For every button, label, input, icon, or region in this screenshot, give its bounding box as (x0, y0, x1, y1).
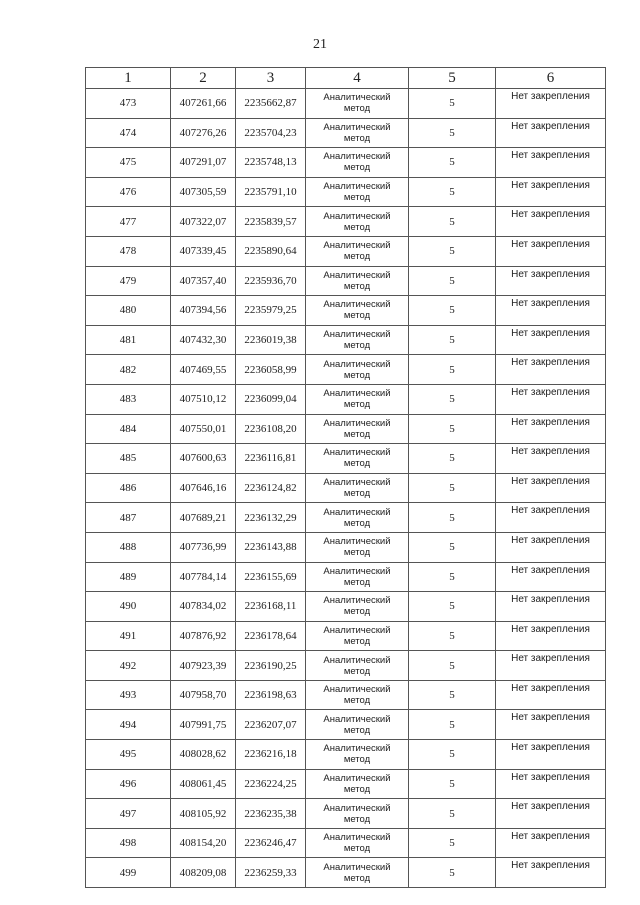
y-coordinate-cell: 2235704,23 (236, 118, 306, 148)
method-line-1: Аналитический (323, 802, 391, 814)
x-coordinate-cell: 407276,26 (171, 118, 236, 148)
method-cell (306, 355, 409, 385)
accuracy-cell: 5 (409, 828, 496, 858)
point-number-cell: 495 (86, 740, 171, 770)
method-line-2: метод (343, 754, 371, 766)
point-number-cell: 485 (86, 444, 171, 474)
x-coordinate-cell: 408061,45 (171, 769, 236, 799)
method-cell (306, 562, 409, 592)
method-line-1: Аналитический (323, 654, 391, 666)
coordinates-table (85, 67, 606, 888)
table-row (86, 532, 606, 562)
page-number: 21 (313, 37, 327, 52)
fixation-cell: Нет закрепления (496, 680, 606, 710)
fixation-cell: Нет закрепления (496, 266, 606, 296)
method-line-1: Аналитический (323, 713, 391, 725)
accuracy-cell: 5 (409, 503, 496, 533)
fixation-cell: Нет закрепления (496, 828, 606, 858)
method-cell (306, 444, 409, 474)
method-cell (306, 651, 409, 681)
point-number-cell: 483 (86, 384, 171, 414)
table-row (86, 651, 606, 681)
point-number-cell: 484 (86, 414, 171, 444)
fixation-cell: Нет закрепления (496, 769, 606, 799)
table-row (86, 680, 606, 710)
method-line-2: метод (343, 783, 371, 795)
point-number-cell: 486 (86, 473, 171, 503)
table-row (86, 740, 606, 770)
fixation-cell: Нет закрепления (496, 148, 606, 178)
fixation-cell: Нет закрепления (496, 118, 606, 148)
method-line-1: Аналитический (323, 210, 391, 222)
method-line-1: Аналитический (323, 861, 391, 873)
accuracy-cell: 5 (409, 799, 496, 829)
point-number-cell: 493 (86, 680, 171, 710)
fixation-cell: Нет закрепления (496, 799, 606, 829)
accuracy-cell: 5 (409, 444, 496, 474)
x-coordinate-cell: 407432,30 (171, 325, 236, 355)
y-coordinate-cell: 2236099,04 (236, 384, 306, 414)
method-line-1: Аналитический (323, 684, 391, 696)
method-line-1: Аналитический (323, 595, 391, 607)
table-row (86, 858, 606, 888)
method-line-1: Аналитический (323, 772, 391, 784)
y-coordinate-cell: 2236108,20 (236, 414, 306, 444)
accuracy-cell: 5 (409, 769, 496, 799)
method-line-2: метод (343, 399, 371, 411)
method-cell (306, 384, 409, 414)
method-line-1: Аналитический (323, 506, 391, 518)
method-line-2: метод (343, 162, 371, 174)
accuracy-cell: 5 (409, 651, 496, 681)
fixation-cell: Нет закрепления (496, 710, 606, 740)
point-number-cell: 492 (86, 651, 171, 681)
accuracy-cell: 5 (409, 532, 496, 562)
point-number-cell: 481 (86, 325, 171, 355)
accuracy-cell: 5 (409, 355, 496, 385)
point-number-cell: 499 (86, 858, 171, 888)
method-line-2: метод (343, 517, 371, 529)
method-line-2: метод (343, 843, 371, 855)
fixation-cell: Нет закрепления (496, 236, 606, 266)
accuracy-cell: 5 (409, 858, 496, 888)
table-row (86, 384, 606, 414)
accuracy-cell: 5 (409, 207, 496, 237)
table-row (86, 236, 606, 266)
method-line-2: метод (343, 813, 371, 825)
table-body (86, 89, 606, 888)
method-line-1: Аналитический (323, 181, 391, 193)
table-row (86, 296, 606, 326)
x-coordinate-cell: 407876,92 (171, 621, 236, 651)
y-coordinate-cell: 2236259,33 (236, 858, 306, 888)
x-coordinate-cell: 407510,12 (171, 384, 236, 414)
accuracy-cell: 5 (409, 621, 496, 651)
point-number-cell: 477 (86, 207, 171, 237)
method-line-2: метод (343, 606, 371, 618)
method-line-2: метод (343, 340, 371, 352)
fixation-cell: Нет закрепления (496, 562, 606, 592)
table-row (86, 473, 606, 503)
point-number-cell: 480 (86, 296, 171, 326)
table-row (86, 89, 606, 119)
table-header-row (86, 68, 606, 89)
point-number-cell: 473 (86, 89, 171, 119)
method-line-2: метод (343, 458, 371, 470)
method-line-1: Аналитический (323, 329, 391, 341)
y-coordinate-cell: 2236155,69 (236, 562, 306, 592)
method-cell (306, 414, 409, 444)
accuracy-cell: 5 (409, 710, 496, 740)
fixation-cell: Нет закрепления (496, 384, 606, 414)
method-line-2: метод (343, 192, 371, 204)
table-row (86, 444, 606, 474)
fixation-cell: Нет закрепления (496, 592, 606, 622)
point-number-cell: 498 (86, 828, 171, 858)
method-line-2: метод (343, 724, 371, 736)
method-cell (306, 503, 409, 533)
method-line-1: Аналитический (323, 832, 391, 844)
x-coordinate-cell: 408154,20 (171, 828, 236, 858)
y-coordinate-cell: 2236216,18 (236, 740, 306, 770)
y-coordinate-cell: 2236058,99 (236, 355, 306, 385)
method-line-1: Аналитический (323, 624, 391, 636)
method-cell (306, 296, 409, 326)
x-coordinate-cell: 407784,14 (171, 562, 236, 592)
table-row (86, 503, 606, 533)
fixation-cell: Нет закрепления (496, 355, 606, 385)
y-coordinate-cell: 2236168,11 (236, 592, 306, 622)
method-line-1: Аналитический (323, 743, 391, 755)
point-number-cell: 496 (86, 769, 171, 799)
table-row (86, 266, 606, 296)
method-line-1: Аналитический (323, 417, 391, 429)
column-header-6: 6 (496, 68, 606, 89)
method-line-2: метод (343, 428, 371, 440)
method-cell (306, 769, 409, 799)
y-coordinate-cell: 2236207,07 (236, 710, 306, 740)
table-row (86, 414, 606, 444)
method-line-1: Аналитический (323, 269, 391, 281)
column-header-1: 1 (86, 68, 171, 89)
x-coordinate-cell: 407394,56 (171, 296, 236, 326)
point-number-cell: 490 (86, 592, 171, 622)
method-cell (306, 89, 409, 119)
x-coordinate-cell: 407305,59 (171, 177, 236, 207)
fixation-cell: Нет закрепления (496, 740, 606, 770)
fixation-cell: Нет закрепления (496, 296, 606, 326)
y-coordinate-cell: 2236198,63 (236, 680, 306, 710)
y-coordinate-cell: 2235936,70 (236, 266, 306, 296)
column-header-3: 3 (236, 68, 306, 89)
table-row (86, 799, 606, 829)
accuracy-cell: 5 (409, 89, 496, 119)
point-number-cell: 497 (86, 799, 171, 829)
x-coordinate-cell: 407923,39 (171, 651, 236, 681)
x-coordinate-cell: 407600,63 (171, 444, 236, 474)
point-number-cell: 476 (86, 177, 171, 207)
accuracy-cell: 5 (409, 177, 496, 207)
method-cell (306, 118, 409, 148)
method-cell (306, 828, 409, 858)
method-line-2: метод (343, 369, 371, 381)
table-row (86, 828, 606, 858)
fixation-cell: Нет закрепления (496, 651, 606, 681)
y-coordinate-cell: 2236019,38 (236, 325, 306, 355)
fixation-cell: Нет закрепления (496, 177, 606, 207)
method-line-1: Аналитический (323, 388, 391, 400)
method-cell (306, 680, 409, 710)
method-cell (306, 858, 409, 888)
fixation-cell: Нет закрепления (496, 325, 606, 355)
method-line-2: метод (343, 103, 371, 115)
fixation-cell: Нет закрепления (496, 444, 606, 474)
column-header-4: 4 (306, 68, 409, 89)
y-coordinate-cell: 2236190,25 (236, 651, 306, 681)
x-coordinate-cell: 407550,01 (171, 414, 236, 444)
x-coordinate-cell: 407261,66 (171, 89, 236, 119)
method-line-2: метод (343, 695, 371, 707)
method-line-2: метод (343, 251, 371, 263)
point-number-cell: 491 (86, 621, 171, 651)
x-coordinate-cell: 407469,55 (171, 355, 236, 385)
table-row (86, 355, 606, 385)
method-line-1: Аналитический (323, 447, 391, 459)
accuracy-cell: 5 (409, 118, 496, 148)
method-line-2: метод (343, 310, 371, 322)
point-number-cell: 475 (86, 148, 171, 178)
y-coordinate-cell: 2236124,82 (236, 473, 306, 503)
point-number-cell: 488 (86, 532, 171, 562)
y-coordinate-cell: 2235748,13 (236, 148, 306, 178)
method-line-1: Аналитический (323, 536, 391, 548)
y-coordinate-cell: 2236116,81 (236, 444, 306, 474)
accuracy-cell: 5 (409, 148, 496, 178)
fixation-cell: Нет закрепления (496, 532, 606, 562)
accuracy-cell: 5 (409, 325, 496, 355)
fixation-cell: Нет закрепления (496, 473, 606, 503)
method-line-2: метод (343, 221, 371, 233)
method-line-2: метод (343, 635, 371, 647)
method-line-1: Аналитический (323, 477, 391, 489)
method-line-1: Аналитический (323, 151, 391, 163)
y-coordinate-cell: 2235662,87 (236, 89, 306, 119)
accuracy-cell: 5 (409, 236, 496, 266)
x-coordinate-cell: 407339,45 (171, 236, 236, 266)
x-coordinate-cell: 408028,62 (171, 740, 236, 770)
method-line-2: метод (343, 665, 371, 677)
method-line-1: Аналитический (323, 121, 391, 133)
x-coordinate-cell: 407322,07 (171, 207, 236, 237)
point-number-cell: 487 (86, 503, 171, 533)
y-coordinate-cell: 2236224,25 (236, 769, 306, 799)
point-number-cell: 494 (86, 710, 171, 740)
method-cell (306, 621, 409, 651)
method-cell (306, 148, 409, 178)
y-coordinate-cell: 2236246,47 (236, 828, 306, 858)
method-line-1: Аналитический (323, 358, 391, 370)
x-coordinate-cell: 407357,40 (171, 266, 236, 296)
accuracy-cell: 5 (409, 680, 496, 710)
accuracy-cell: 5 (409, 562, 496, 592)
fixation-cell: Нет закрепления (496, 207, 606, 237)
fixation-cell: Нет закрепления (496, 503, 606, 533)
method-line-1: Аналитический (323, 299, 391, 311)
table-row (86, 177, 606, 207)
table-row (86, 118, 606, 148)
table-row (86, 325, 606, 355)
table-row (86, 710, 606, 740)
y-coordinate-cell: 2236132,29 (236, 503, 306, 533)
point-number-cell: 482 (86, 355, 171, 385)
method-cell (306, 710, 409, 740)
x-coordinate-cell: 407736,99 (171, 532, 236, 562)
column-header-5: 5 (409, 68, 496, 89)
method-line-1: Аналитический (323, 240, 391, 252)
x-coordinate-cell: 407991,75 (171, 710, 236, 740)
fixation-cell: Нет закрепления (496, 858, 606, 888)
method-line-1: Аналитический (323, 565, 391, 577)
y-coordinate-cell: 2235791,10 (236, 177, 306, 207)
method-cell (306, 236, 409, 266)
y-coordinate-cell: 2235979,25 (236, 296, 306, 326)
point-number-cell: 479 (86, 266, 171, 296)
table-row (86, 207, 606, 237)
method-line-2: метод (343, 872, 371, 884)
point-number-cell: 478 (86, 236, 171, 266)
point-number-cell: 489 (86, 562, 171, 592)
accuracy-cell: 5 (409, 414, 496, 444)
fixation-cell: Нет закрепления (496, 621, 606, 651)
method-line-2: метод (343, 488, 371, 500)
table-row (86, 148, 606, 178)
method-cell (306, 266, 409, 296)
accuracy-cell: 5 (409, 296, 496, 326)
method-cell (306, 592, 409, 622)
y-coordinate-cell: 2236143,88 (236, 532, 306, 562)
table-row (86, 621, 606, 651)
method-line-2: метод (343, 132, 371, 144)
x-coordinate-cell: 407291,07 (171, 148, 236, 178)
fixation-cell: Нет закрепления (496, 414, 606, 444)
accuracy-cell: 5 (409, 384, 496, 414)
accuracy-cell: 5 (409, 266, 496, 296)
y-coordinate-cell: 2236178,64 (236, 621, 306, 651)
x-coordinate-cell: 407646,16 (171, 473, 236, 503)
x-coordinate-cell: 407834,02 (171, 592, 236, 622)
accuracy-cell: 5 (409, 592, 496, 622)
method-cell (306, 740, 409, 770)
method-cell (306, 799, 409, 829)
method-cell (306, 532, 409, 562)
point-number-cell: 474 (86, 118, 171, 148)
method-line-2: метод (343, 547, 371, 559)
accuracy-cell: 5 (409, 473, 496, 503)
table-row (86, 562, 606, 592)
y-coordinate-cell: 2235839,57 (236, 207, 306, 237)
x-coordinate-cell: 407958,70 (171, 680, 236, 710)
x-coordinate-cell: 408105,92 (171, 799, 236, 829)
method-line-2: метод (343, 280, 371, 292)
column-header-2: 2 (171, 68, 236, 89)
method-line-2: метод (343, 576, 371, 588)
table-row (86, 769, 606, 799)
table-row (86, 592, 606, 622)
method-cell (306, 325, 409, 355)
accuracy-cell: 5 (409, 740, 496, 770)
method-line-1: Аналитический (323, 92, 391, 104)
x-coordinate-cell: 407689,21 (171, 503, 236, 533)
x-coordinate-cell: 408209,08 (171, 858, 236, 888)
method-cell (306, 207, 409, 237)
fixation-cell: Нет закрепления (496, 89, 606, 119)
y-coordinate-cell: 2235890,64 (236, 236, 306, 266)
y-coordinate-cell: 2236235,38 (236, 799, 306, 829)
method-cell (306, 177, 409, 207)
method-cell (306, 473, 409, 503)
